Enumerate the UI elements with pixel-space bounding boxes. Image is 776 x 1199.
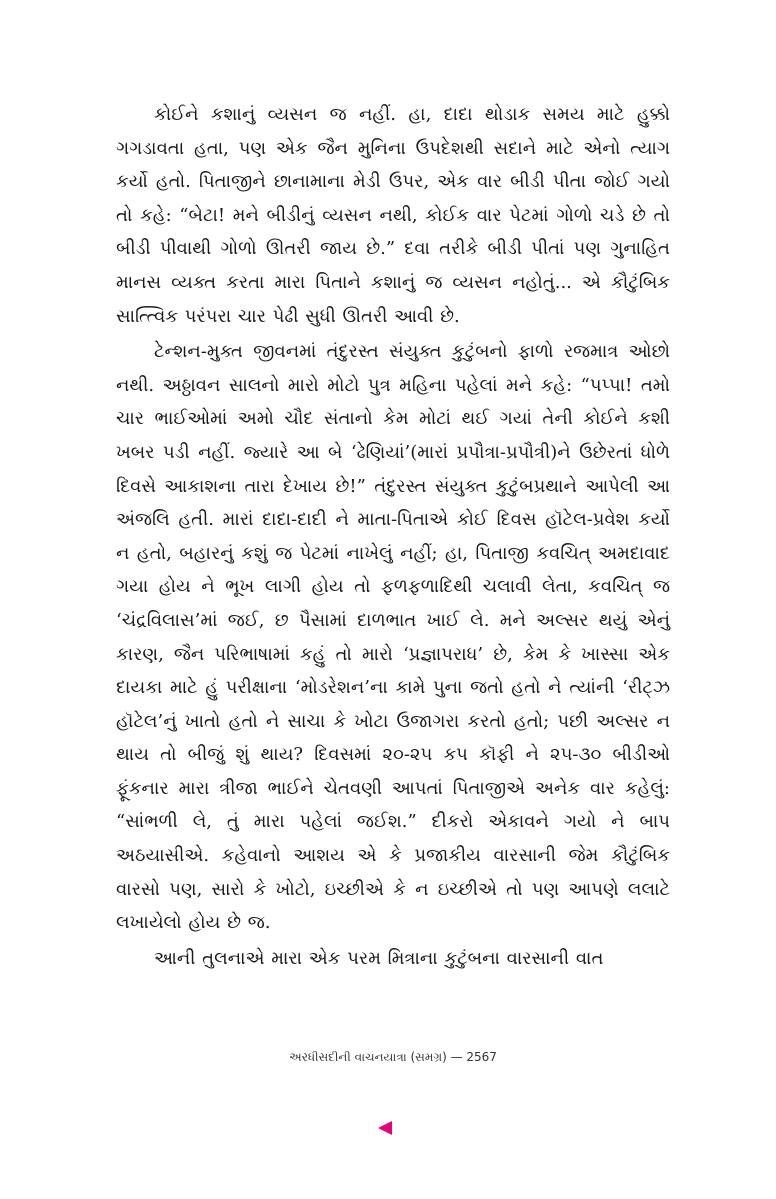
previous-page-triangle-left-icon[interactable]: [378, 1121, 392, 1135]
page-footer: અરધીસદીની વાચનયાત્રા (સમગ્ર) — 2567: [289, 1050, 497, 1064]
paragraph-2: ટેન્શન-મુક્ત જીવનમાં તંદુરસ્ત સંયુક્ત કુટુંબનો ફાળો રજમાત્ર ઓછો નથી. અઠ્ઠાવન સાલનો મારો મોટો પુત્ર મહિના પહેલાં મને કહે: “પપ્પા! તમો ચાર ભાઈઓમાં અમો ચૌદ સંતાનો કેમ મોટાં થઈ ગયાં તેની કોઈને કશી ખબર પડી નહીં. જ્યારે આ બે ‘ઢેણિયાં’(મારાં પ્રપૌત્રા-પ્રપૌત્રી)ને ઉછેરતાં ધોળે દિવસે આકાશના તારા દેખાય છે!” તંદુરસ્ત સંયુક્ત કુટુંબપ્રથાને આપેલી આ અંજલિ હતી. મારાં દાદા-દાદી ને માતા-પિતાએ કોઈ દિવસ હૉટેલ-પ્રવેશ કર્યો ન હતો, બહારનું કશું જ પેટમાં નાખેલું નહીં; હા, પિતાજી કવચિત્ અમદાવાદ ગયા હોય ને ભૂખ લાગી હોય તો ફળફળાદિથી ચલાવી લેતા, કવચિત્ જ ‘ચંદ્રવિલાસ’માં જઈ, છ પૈસામાં દાળભાત ખાઈ લે. મને અલ્સર થયું એનું કારણ, જૈન પરિભાષામાં કહું તો મારો ‘પ્રજ્ઞાપરાધ’ છે, કેમ કે ખાસ્સા એક દાયકા માટે હું પરીક્ષાના ‘મોડરેશન’ના કામે પુના જતો હતો ને ત્યાંની ‘રીટ્ઝ હૉટેલ’નું ખાતો હતો ને સાચા કે ખોટા ઉજાગરા કરતો હતો; પછી અલ્સર ન થાય તો બીજું શું થાય? દિવસમાં ૨૦-૨૫ કપ કૉફી ને ૨૫-૩૦ બીડીઓ ફૂંકનાર મારા ત્રીજા ભાઈને ચેતવણી આપતાં પિતાજીએ અનેક વાર કહેલું: “સાંભળી લે, તું મારા પહેલાં જઈશ.” દીકરો એકાવને ગયો ને બાપ અઠયાસીએ. કહેવાનો આશય એ કે પ્રજાકીય વારસાની જેમ કૌટુંબિક વારસો પણ, સારો કે ખોટો, ઇચ્છીએ કે ન ઇચ્છીએ તો પણ આપણે લલાટે લખાયેલો હોય છે જ.: [116, 341, 670, 934]
body-text: [116, 98, 670, 975]
paragraph-1: કોઈને કશાનું વ્યસન જ નહીં. હા, દાદા થોડાક સમય માટે હુક્કો ગગડાવતા હતા, પણ એક જૈન મુનિના ઉપદેશથી સદાને માટે એનો ત્યાગ કર્યો હતો. પિતાજીને છાનામાના મેડી ઉપર, એક વાર બીડી પીતા જોઈ ગયો તો કહે: “બેટા! મને બીડીનું વ્યસન નથી, કોઈક વાર પેટમાં ગોળો ચડે છે તો બીડી પીવાથી ગોળો ઊતરી જાય છે.” દવા તરીકે બીડી પીતાં પણ ગુનાહિત માનસ વ્યક્ત કરતા મારા પિતાને કશાનું જ વ્યસન નહોતું... એ કૌટુંબિક સાત્ત્વિક પરંપરા ચાર પેઢી સુધી ઊતરી આવી છે.: [116, 104, 670, 327]
paragraph-3: આની તુલનાએ મારા એક પરમ મિત્રાના કુટુંબના વારસાની વાત: [154, 947, 604, 969]
